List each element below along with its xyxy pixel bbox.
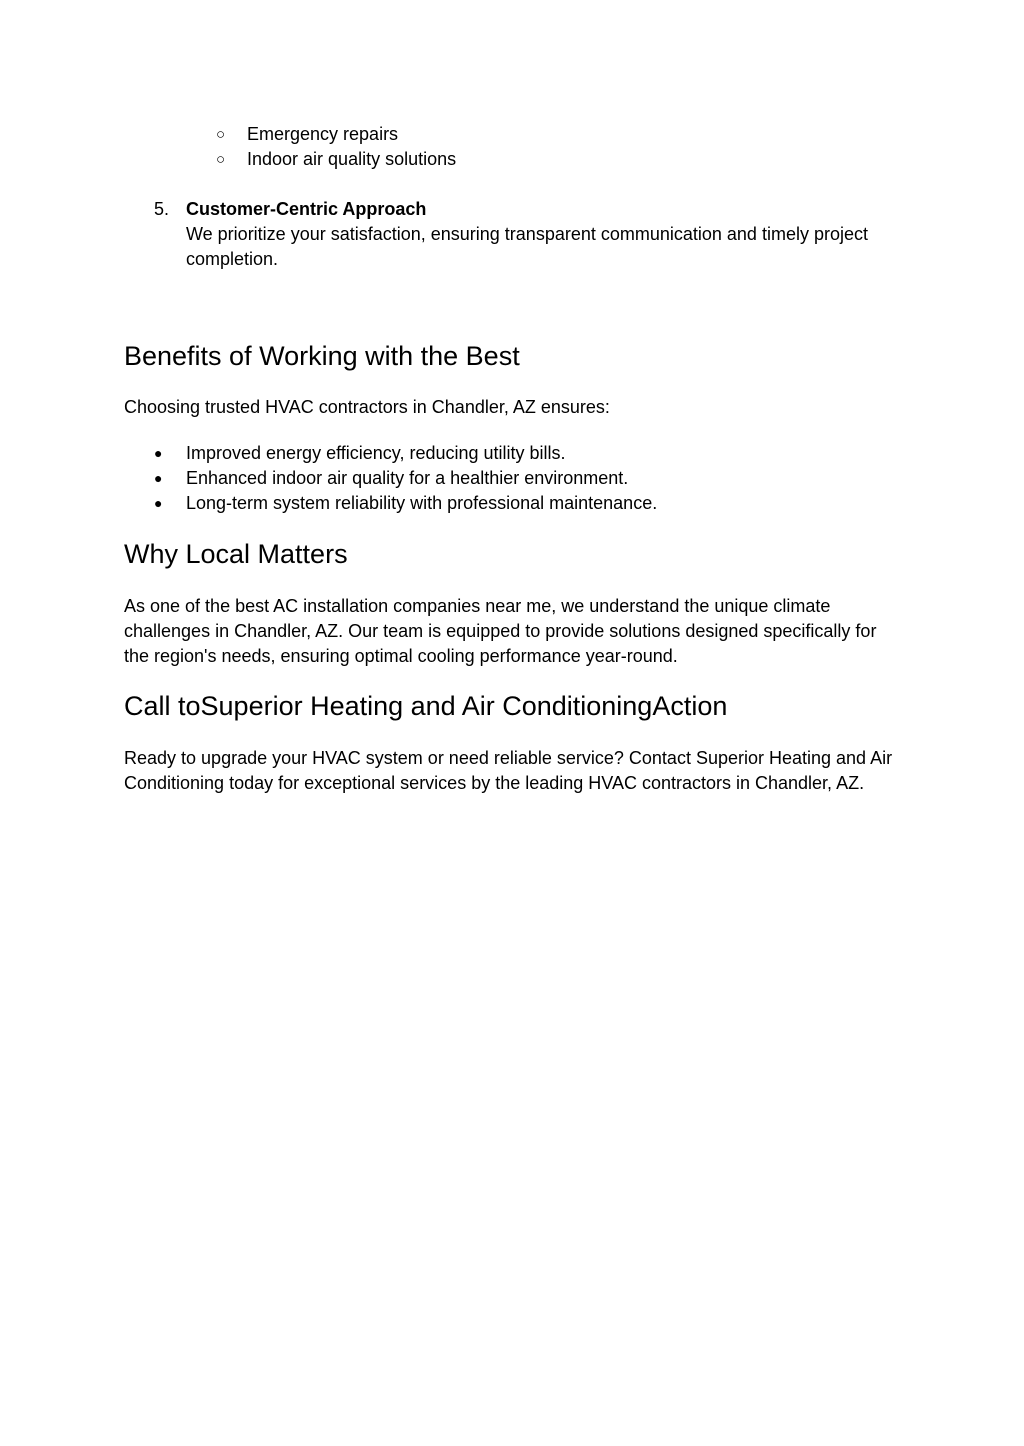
list-item-body: We prioritize your satisfaction, ensuring transparent communication and timely project completion. xyxy=(186,224,868,269)
list-item-text: Indoor air quality solutions xyxy=(247,149,457,169)
list-item-text: Improved energy efficiency, reducing utility bills. xyxy=(186,443,566,463)
services-sublist xyxy=(212,122,456,172)
numbered-list-item xyxy=(124,197,904,272)
list-item xyxy=(212,147,456,172)
list-item xyxy=(212,122,456,147)
list-number: 5. xyxy=(154,199,170,219)
list-item xyxy=(124,441,657,466)
benefits-intro: Choosing trusted HVAC contractors in Chandler, AZ ensures: xyxy=(124,397,610,417)
bullet-icon: ● xyxy=(154,495,163,511)
list-item-title: Customer-Centric Approach xyxy=(186,199,427,219)
bullet-icon: ● xyxy=(154,445,163,461)
hollow-bullet-icon: ○ xyxy=(216,126,226,143)
local-heading: Why Local Matters xyxy=(124,539,348,569)
local-paragraph: As one of the best AC installation companies near me, we understand the unique climate challenges in Chandler, AZ. Our team is equipped to provide solutions designed specifically for the region's needs, ensuring optimal cooling performance year-round. xyxy=(124,596,877,666)
cta-heading: Call toSuperior Heating and Air ConditioningAction xyxy=(124,691,728,721)
list-item-text: Enhanced indoor air quality for a healthier environment. xyxy=(186,468,629,488)
list-item-text: Long-term system reliability with professional maintenance. xyxy=(186,493,658,513)
list-item xyxy=(124,491,657,516)
list-item xyxy=(124,466,657,491)
cta-paragraph: Ready to upgrade your HVAC system or need reliable service? Contact Superior Heating and Air Conditioning today for exceptional services by the leading HVAC contractors in Chandler, AZ. xyxy=(124,748,893,793)
benefits-list xyxy=(124,441,657,516)
benefits-heading: Benefits of Working with the Best xyxy=(124,341,520,371)
hollow-bullet-icon: ○ xyxy=(216,151,226,168)
list-item-text: Emergency repairs xyxy=(247,124,399,144)
bullet-icon: ● xyxy=(154,470,163,486)
